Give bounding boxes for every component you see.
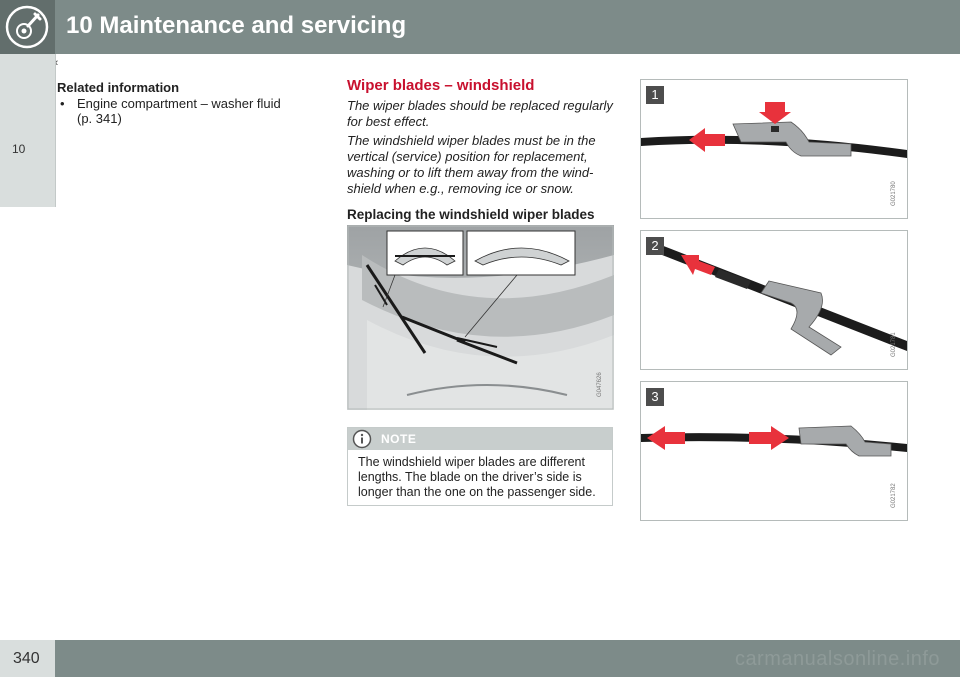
page-title: 10 Maintenance and servicing [66, 12, 407, 39]
page-footer [0, 640, 960, 677]
figure-code: G021780 [891, 181, 897, 206]
step-number-badge: 2 [646, 237, 664, 255]
intro-paragraph-1: The wiper blades should be replaced regularly for best effect. [347, 98, 613, 129]
step-figure-2 [640, 230, 908, 370]
car-drawing [347, 225, 614, 410]
related-info-heading: Related information [57, 80, 180, 95]
wiper-blade-drawing [641, 231, 907, 369]
note-header [348, 428, 612, 450]
figure-code: G021782 [891, 483, 897, 508]
bullet: • [60, 96, 65, 111]
step-figure-3 [640, 381, 908, 521]
chapter-tab[interactable] [0, 54, 56, 207]
figure-code: G021781 [891, 332, 897, 357]
step-number-badge: 3 [646, 388, 664, 406]
watermark: carmanualsonline.info [734, 648, 940, 670]
note-text: The windshield wiper blades are different lengths. The blade on the driver’s side is longer than the one on the passenger side. [358, 455, 596, 499]
intro-paragraph-2: The windshield wiper blades must be in the vertical (service) position for replacement, washing or to lift them away from the wind-shield when e.g., removing ice or snow. [347, 133, 596, 196]
wrench-gear-icon [0, 0, 55, 54]
figure-code: G047626 [597, 372, 603, 397]
wiper-blade-drawing [641, 80, 907, 218]
wiper-blade-drawing [641, 382, 907, 520]
related-link[interactable] [57, 96, 297, 126]
page-number-box [0, 640, 55, 677]
related-link-text[interactable]: Engine compartment – washer fluid (p. 341) [77, 96, 281, 126]
chapter-number: 10 [12, 142, 26, 156]
page-header [0, 0, 960, 54]
page-number: 340 [13, 650, 40, 667]
info-icon [352, 429, 372, 449]
note-label: NOTE [381, 432, 417, 446]
chapter-icon-box [0, 0, 55, 54]
step-number-badge: 1 [646, 86, 664, 104]
step-figure-1 [640, 79, 908, 219]
note-box [347, 427, 613, 506]
section-title: Wiper blades – windshield [347, 77, 535, 94]
car-windshield-illustration [347, 225, 614, 410]
subsection-title: Replacing the windshield wiper blades [347, 207, 595, 222]
